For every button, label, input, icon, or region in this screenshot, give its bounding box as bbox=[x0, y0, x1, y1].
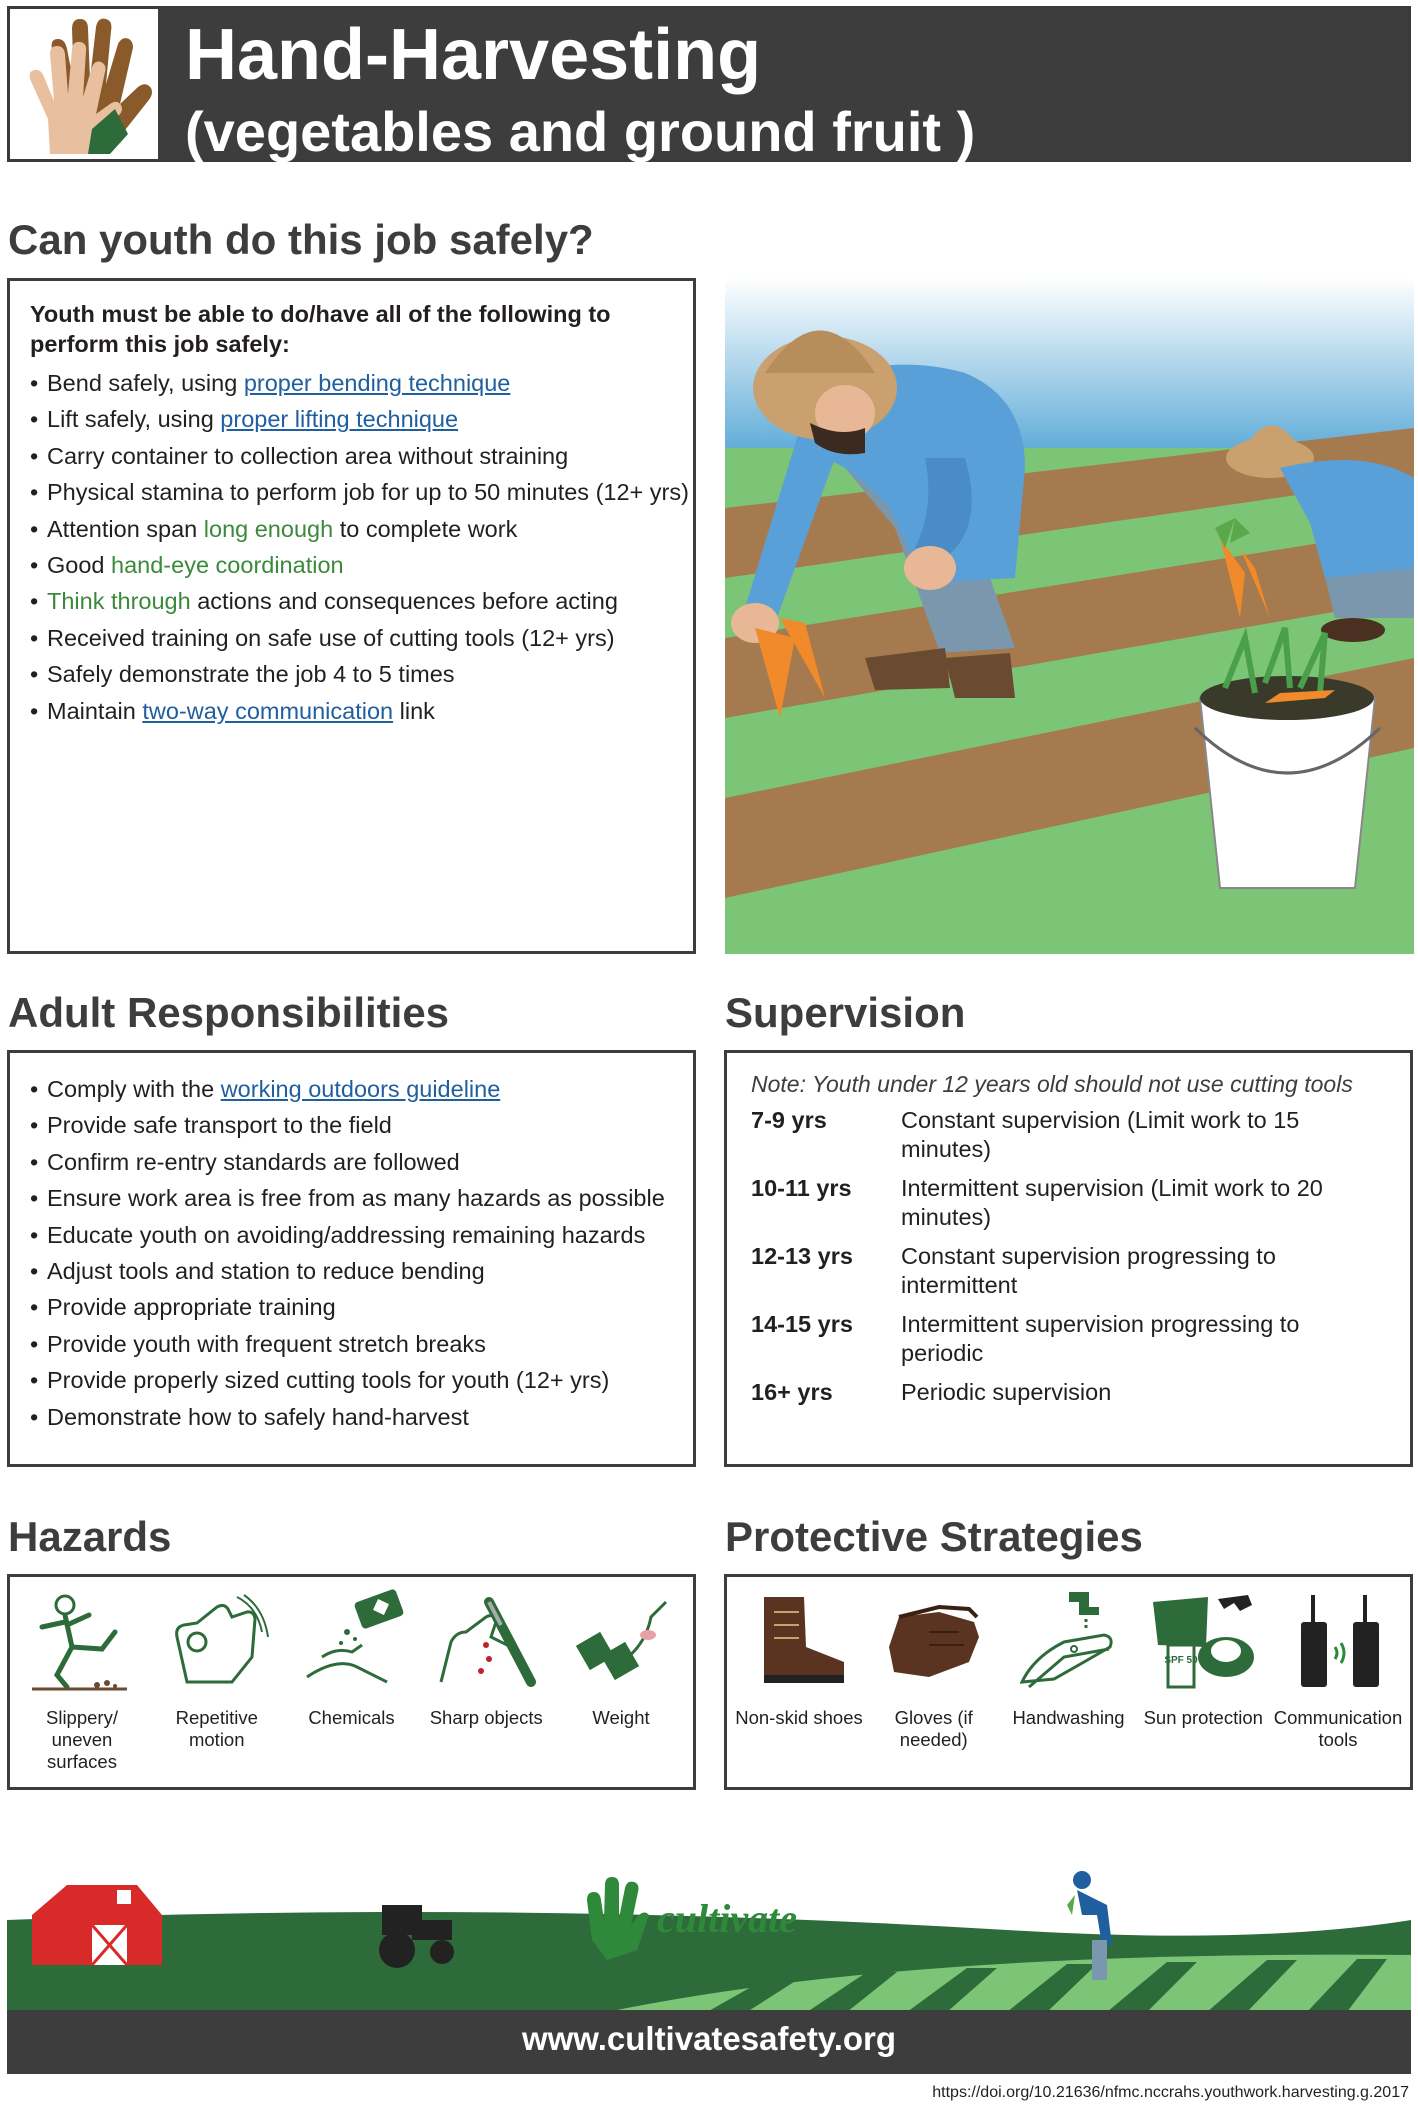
supervision-row: 16+ yrs Periodic supervision bbox=[751, 1379, 1112, 1405]
list-item: • Bend safely, using proper bending technique bbox=[30, 365, 673, 401]
hazard-item: Weight bbox=[555, 1587, 687, 1773]
list-item: • Educate youth on avoiding/addressing remaining hazards bbox=[30, 1217, 673, 1253]
link-lifting[interactable]: proper lifting technique bbox=[220, 406, 459, 433]
footer-band bbox=[7, 2010, 1411, 2074]
list-item: • Ensure work area is free from as many hazards as possible bbox=[30, 1180, 673, 1216]
svg-text:SPF 50: SPF 50 bbox=[1164, 1655, 1198, 1666]
hands-logo bbox=[10, 9, 158, 159]
hazards-box bbox=[7, 1574, 696, 1790]
list-item: • Provide youth with frequent stretch breaks bbox=[30, 1326, 673, 1362]
supervision-row: 10-11 yrs Intermittent supervision (Limit work to 20 minutes) bbox=[751, 1175, 1323, 1230]
protective-item: Non-skid shoes bbox=[733, 1587, 865, 1751]
link-bending[interactable]: proper bending technique bbox=[243, 370, 511, 396]
list-item: • Adjust tools and station to reduce bending bbox=[30, 1253, 673, 1289]
supervision-note: Note: Youth under 12 years old should not use cutting tools bbox=[751, 1071, 1353, 1097]
list-item: • Provide properly sized cutting tools for youth (12+ yrs) bbox=[30, 1362, 673, 1398]
supervision-heading: Supervision bbox=[725, 989, 966, 1036]
list-item: • Lift safely, using proper lifting technique bbox=[30, 401, 673, 437]
youth-heading: Can youth do this job safely? bbox=[8, 216, 594, 263]
handwashing-icon bbox=[1014, 1587, 1124, 1697]
protective-heading: Protective Strategies bbox=[725, 1513, 1143, 1560]
supervision-row: 12-13 yrs Constant supervision progressing to intermittent bbox=[751, 1243, 1276, 1298]
hazards-heading: Hazards bbox=[8, 1513, 172, 1560]
list-item: • Safely demonstrate the job 4 to 5 times bbox=[30, 656, 673, 692]
hazard-item: Sharp objects bbox=[420, 1587, 552, 1773]
gloves-icon bbox=[879, 1587, 989, 1697]
supervision-row: 7-9 yrs Constant supervision (Limit work to 15 minutes) bbox=[751, 1107, 1300, 1162]
harvest-illustration bbox=[725, 278, 1414, 954]
hazard-item: Chemicals bbox=[286, 1587, 418, 1773]
list-item: • Confirm re-entry standards are followed bbox=[30, 1144, 673, 1180]
page-subtitle: (vegetables and ground fruit ) bbox=[185, 100, 976, 163]
list-item: • Attention span long enough to complete work bbox=[30, 511, 673, 547]
adult-box bbox=[7, 1050, 696, 1467]
weight-icon bbox=[566, 1587, 676, 1697]
list-item: • Think through actions and consequences before acting bbox=[30, 583, 673, 619]
youth-intro: Youth must be able to do/have all of the following to perform this job safely: bbox=[30, 301, 611, 357]
list-item: • Received training on safe use of cutting tools (12+ yrs) bbox=[30, 620, 673, 656]
hands-icon bbox=[10, 9, 158, 159]
list-item: • Provide appropriate training bbox=[30, 1289, 673, 1325]
adult-list bbox=[30, 1071, 673, 1435]
doi-link[interactable]: https://doi.org/10.21636/nfmc.nccrahs.youthwork.harvesting.g.2017 bbox=[932, 2084, 1409, 2101]
adult-heading: Adult Responsibilities bbox=[8, 989, 450, 1036]
svg-text:cultivate: cultivate bbox=[657, 1896, 797, 1941]
protective-item: Communication tools bbox=[1272, 1587, 1404, 1751]
radio-icon bbox=[1283, 1587, 1393, 1697]
sun-protection-icon bbox=[1148, 1587, 1258, 1697]
list-item: • Maintain two-way communication link bbox=[30, 693, 673, 729]
svg-text:SAFETY: SAFETY bbox=[647, 1936, 821, 1985]
footer-landscape bbox=[7, 1860, 1411, 2012]
barn-icon bbox=[32, 1885, 162, 1965]
supervision-row: 14-15 yrs Intermittent supervision progressing to periodic bbox=[751, 1311, 1300, 1366]
hazard-item: Repetitive motion bbox=[151, 1587, 283, 1773]
youth-box bbox=[7, 278, 696, 954]
list-item: • Demonstrate how to safely hand-harvest bbox=[30, 1399, 673, 1435]
list-item: • Provide safe transport to the field bbox=[30, 1107, 673, 1143]
youth-list bbox=[30, 365, 689, 729]
list-item: • Physical stamina to perform job for up to 50 minutes (12+ yrs) bbox=[30, 474, 673, 510]
sharp-objects-icon bbox=[431, 1587, 541, 1697]
list-item: • Carry container to collection area without straining bbox=[30, 438, 673, 474]
website-link[interactable]: www.cultivatesafety.org bbox=[521, 2020, 897, 2057]
supervision-box bbox=[724, 1050, 1413, 1467]
protective-item: Gloves (if needed) bbox=[868, 1587, 1000, 1751]
hazard-item: Slippery/ uneven surfaces bbox=[16, 1587, 148, 1773]
protective-box bbox=[724, 1574, 1413, 1790]
header-banner bbox=[7, 6, 1411, 162]
repetitive-motion-icon bbox=[162, 1587, 272, 1697]
list-item: • Good hand-eye coordination bbox=[30, 547, 673, 583]
protective-item: SPF 50 Sun protection bbox=[1137, 1587, 1269, 1751]
page-title: Hand-Harvesting bbox=[185, 15, 762, 95]
link-communication[interactable]: two-way communication bbox=[142, 697, 394, 724]
boot-icon bbox=[744, 1587, 854, 1697]
protective-item: Handwashing bbox=[1003, 1587, 1135, 1751]
chemicals-icon bbox=[297, 1587, 407, 1697]
slip-icon bbox=[27, 1587, 137, 1697]
link-outdoors-guideline[interactable]: working outdoors guideline bbox=[220, 1076, 501, 1102]
list-item: • Comply with the working outdoors guideline bbox=[30, 1071, 673, 1107]
